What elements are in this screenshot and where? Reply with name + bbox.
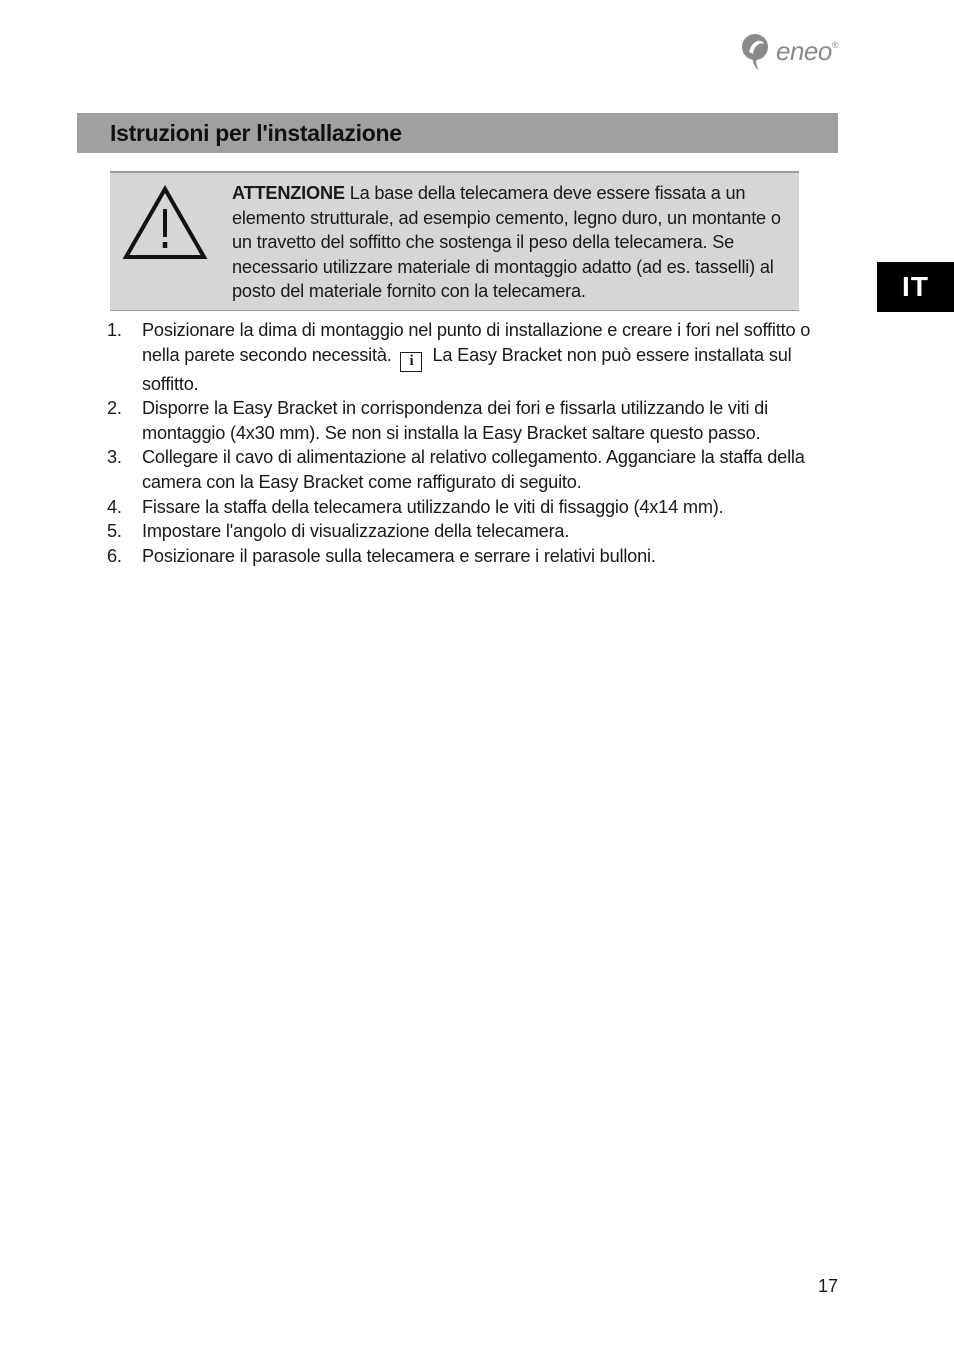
step-text: Impostare l'angolo di visualizzazione della telecamera. <box>142 521 570 542</box>
page-number: 17 <box>817 1276 838 1296</box>
step-note: La Easy Bracket non può essere installata sul soffitto. <box>142 344 792 394</box>
step-text: Fissare la staffa della telecamera utilizzando le viti di fissaggio (4x14 mm). <box>142 496 724 517</box>
list-item <box>107 318 822 396</box>
language-tab: IT <box>877 262 954 312</box>
list-item <box>107 519 822 544</box>
warning-label: ATTENZIONE <box>232 183 345 203</box>
section-header <box>77 113 838 153</box>
step-number: 6. <box>107 545 122 566</box>
step-number: 4. <box>107 496 122 517</box>
step-text: Collegare il cavo di alimentazione al relativo collegamento. Agganciare la staffa della camera con la Easy Bracket come raffigurato di seguito. <box>142 447 805 492</box>
step-number: 2. <box>107 398 122 419</box>
warning-text <box>232 181 792 304</box>
warning-box <box>110 171 799 311</box>
info-icon: i <box>400 352 422 372</box>
list-item <box>107 544 822 569</box>
step-text: Disporre la Easy Bracket in corrispondenza dei fori e fissarla utilizzando le viti di montaggio (4x30 mm). Se non si installa la Easy Bracket saltare questo passo. <box>142 398 768 443</box>
section-title: Istruzioni per l'installazione <box>110 119 402 146</box>
warning-triangle-icon <box>122 185 208 261</box>
step-text: Posizionare il parasole sulla telecamera e serrare i relativi bulloni. <box>142 545 656 566</box>
step-number: 3. <box>107 447 122 468</box>
step-text: Posizionare la dima di montaggio nel punto di installazione e creare i fori nel soffitto o nella parete secondo necessità. i La Easy Bracket non può essere installata sul soffitto. <box>142 320 811 394</box>
warning-body: La base della telecamera deve essere fissata a un elemento strutturale, ad esempio cemento, legno duro, un montante o un travetto del soffitto che sostenga il peso della telecamera. Se necessario utilizzare materiale di montaggio adatto (ad es. tasselli) al posto del materiale fornito con la telecamera. <box>232 183 781 302</box>
step-number: 5. <box>107 521 122 542</box>
list-item <box>107 396 822 445</box>
logo-wordmark: eneo® <box>776 35 838 66</box>
eneo-logo <box>740 30 840 72</box>
list-item <box>107 495 822 520</box>
list-item <box>107 445 822 494</box>
step-number: 1. <box>107 320 122 340</box>
eneo-logo-icon <box>740 30 774 72</box>
installation-steps <box>107 318 822 568</box>
